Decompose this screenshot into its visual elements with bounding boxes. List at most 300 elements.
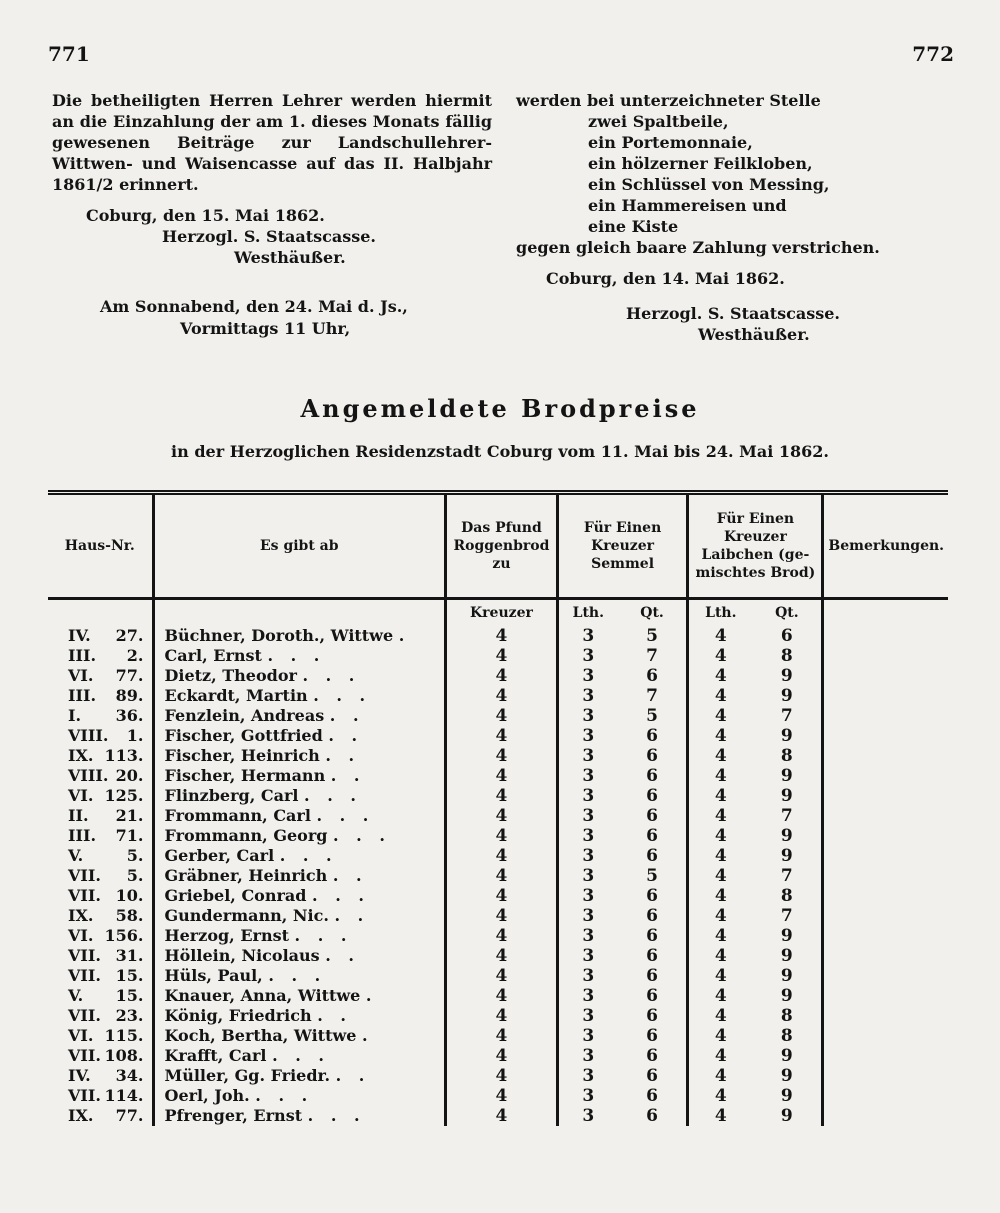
- house-no: 108.: [104, 1046, 144, 1065]
- cell-remarks: [823, 1026, 948, 1046]
- cell-house-number: [48, 926, 153, 946]
- cell-house-number: [48, 786, 153, 806]
- header-rye-line: Das Pfund: [461, 520, 542, 536]
- house-district: V.: [68, 846, 84, 865]
- unit-rye: Kreuzer: [446, 599, 558, 627]
- cell-rye: 4: [446, 966, 558, 986]
- cell-name: [153, 1106, 446, 1126]
- house-no: 77.: [115, 1106, 144, 1125]
- leader-dots: . . .: [267, 646, 326, 665]
- house-no: 58.: [115, 906, 144, 925]
- cell-name: [153, 906, 446, 926]
- cell-remarks: [823, 886, 948, 906]
- notice-item: eine Kiste: [588, 217, 679, 236]
- cell-laib-qt: 8: [752, 1026, 823, 1046]
- cell-laib-lth: 4: [714, 1006, 727, 1026]
- cell-laib-lth: 4: [714, 1026, 727, 1046]
- cell-laib-qt: 9: [752, 766, 823, 786]
- cell-laib-qt: 9: [752, 846, 823, 866]
- cell-rye: 4: [446, 946, 558, 966]
- cell-semmel-lth: 3: [582, 1066, 595, 1086]
- cell-laib-lth: 4: [714, 646, 727, 666]
- leader-dots: . . .: [333, 826, 391, 845]
- cell-laib-lth: 4: [714, 686, 727, 706]
- leader-dots: . . .: [268, 966, 327, 985]
- cell-laib-qt: 9: [752, 1066, 823, 1086]
- cell-laib-lth: 4: [714, 906, 727, 926]
- house-district: IX.: [68, 1106, 94, 1125]
- baker-name: Griebel, Conrad: [164, 886, 307, 905]
- cell-house-number: [48, 846, 153, 866]
- cell-semmel-qt: 6: [618, 766, 688, 786]
- cell-remarks: [823, 926, 948, 946]
- cell-house-number: [48, 1106, 153, 1126]
- house-district: VII.: [68, 1046, 101, 1065]
- house-district: II.: [68, 806, 89, 825]
- cell-name: [153, 826, 446, 846]
- house-district: VI.: [68, 1026, 94, 1045]
- table-row: [48, 706, 948, 726]
- cell-semmel-qt: 5: [618, 866, 688, 886]
- cell-laib-lth: 4: [714, 946, 727, 966]
- house-district: IX.: [68, 906, 94, 925]
- cell-name: [153, 1046, 446, 1066]
- table-row: [48, 866, 948, 886]
- cell-laib-qt: 8: [752, 646, 823, 666]
- header-remarks: Bemerkungen.: [823, 493, 948, 599]
- table-row: [48, 946, 948, 966]
- cell-laib-lth: 4: [714, 766, 727, 786]
- baker-name: Frommann, Carl: [164, 806, 311, 825]
- cell-rye: 4: [446, 726, 558, 746]
- cell-name: [153, 1006, 446, 1026]
- section-subtitle: in der Herzoglichen Residenzstadt Coburg vom 11. Mai bis 24. Mai 1862.: [171, 442, 829, 461]
- cell-name: [153, 866, 446, 886]
- cell-laib-qt: 9: [752, 666, 823, 686]
- header-laib-line: Für Einen: [716, 511, 795, 527]
- baker-name: Fischer, Hermann: [164, 766, 326, 785]
- cell-remarks: [823, 626, 948, 646]
- house-no: 156.: [104, 926, 144, 945]
- house-district: VII.: [68, 1086, 101, 1105]
- notice-item: zwei Spaltbeile,: [588, 112, 729, 131]
- cell-semmel-qt: 6: [618, 986, 688, 1006]
- cell-semmel-lth: 3: [582, 666, 595, 686]
- cell-house-number: [48, 886, 153, 906]
- house-district: VI.: [68, 666, 94, 685]
- leader-dots: . . .: [304, 786, 362, 805]
- cell-laib-lth: 4: [714, 826, 727, 846]
- cell-house-number: [48, 626, 153, 646]
- cell-semmel-qt: 6: [618, 1026, 688, 1046]
- unit-laib-lth: Lth.: [705, 605, 737, 621]
- cell-remarks: [823, 746, 948, 766]
- table-row: [48, 666, 948, 686]
- cell-house-number: [48, 1046, 153, 1066]
- section-title: Angemeldete Brodpreise: [300, 394, 700, 423]
- cell-semmel-lth: 3: [582, 946, 595, 966]
- cell-rye: 4: [446, 686, 558, 706]
- house-district: VII.: [68, 946, 101, 965]
- cell-laib-qt: 9: [752, 1086, 823, 1106]
- baker-name: Müller, Gg. Friedr.: [164, 1066, 331, 1085]
- cell-name: [153, 886, 446, 906]
- house-no: 15.: [115, 966, 144, 985]
- cell-laib-qt: 9: [752, 1106, 823, 1126]
- cell-laib-lth: 4: [714, 926, 727, 946]
- cell-laib-lth: 4: [714, 1106, 727, 1126]
- cell-remarks: [823, 726, 948, 746]
- cell-remarks: [823, 1086, 948, 1106]
- leader-dots: . .: [328, 726, 364, 745]
- house-no: 89.: [115, 686, 144, 705]
- cell-name: [153, 666, 446, 686]
- cell-semmel-qt: 6: [618, 1106, 688, 1126]
- cell-semmel-lth: 3: [582, 826, 595, 846]
- house-district: III.: [68, 826, 97, 845]
- cell-rye: 4: [446, 1086, 558, 1106]
- notice-right-office: Herzogl. S. Staatscasse.: [626, 304, 840, 323]
- baker-name: Eckardt, Martin: [164, 686, 308, 705]
- baker-name: Gerber, Carl: [164, 846, 275, 865]
- house-no: 77.: [115, 666, 144, 685]
- cell-laib-qt: 9: [752, 826, 823, 846]
- cell-rye: 4: [446, 926, 558, 946]
- cell-house-number: [48, 906, 153, 926]
- cell-house-number: [48, 666, 153, 686]
- cell-remarks: [823, 986, 948, 1006]
- cell-laib-lth: 4: [714, 866, 727, 886]
- cell-laib-lth: 4: [714, 706, 727, 726]
- cell-name: [153, 726, 446, 746]
- leader-dots: .: [365, 986, 378, 1005]
- cell-house-number: [48, 646, 153, 666]
- notice-item: ein hölzerner Feilkloben,: [588, 154, 813, 173]
- cell-semmel-qt: 6: [618, 746, 688, 766]
- table-row: [48, 986, 948, 1006]
- leader-dots: .: [398, 626, 411, 645]
- table-row: [48, 746, 948, 766]
- cell-semmel-lth: 3: [582, 646, 595, 666]
- cell-laib-lth: 4: [714, 626, 727, 646]
- table-row: [48, 1026, 948, 1046]
- cell-remarks: [823, 666, 948, 686]
- cell-name: [153, 946, 446, 966]
- leader-dots: . . .: [316, 806, 375, 825]
- page-number-right: 772: [912, 42, 954, 66]
- cell-laib-qt: 7: [752, 806, 823, 826]
- cell-name: [153, 846, 446, 866]
- cell-semmel-qt: 6: [618, 1066, 688, 1086]
- cell-house-number: [48, 726, 153, 746]
- cell-semmel-lth: 3: [582, 886, 595, 906]
- cell-semmel-lth: 3: [582, 986, 595, 1006]
- cell-remarks: [823, 646, 948, 666]
- cell-remarks: [823, 706, 948, 726]
- cell-semmel-qt: 6: [618, 966, 688, 986]
- notice-left-signature: Westhäußer.: [234, 248, 346, 267]
- leader-dots: . .: [329, 706, 365, 725]
- baker-name: Gräbner, Heinrich: [164, 866, 328, 885]
- cell-semmel-qt: 6: [618, 1046, 688, 1066]
- cell-laib-lth: 4: [714, 846, 727, 866]
- cell-name: [153, 626, 446, 646]
- table-row: [48, 686, 948, 706]
- cell-laib-lth: 4: [714, 986, 727, 1006]
- cell-name: [153, 706, 446, 726]
- baker-name: Oerl, Joh.: [164, 1086, 250, 1105]
- baker-name: Frommann, Georg: [164, 826, 328, 845]
- notice-left-date: Coburg, den 15. Mai 1862.: [86, 206, 325, 225]
- cell-remarks: [823, 1106, 948, 1126]
- baker-name: Fenzlein, Andreas: [164, 706, 325, 725]
- table-row: [48, 1046, 948, 1066]
- cell-semmel-qt: 6: [618, 826, 688, 846]
- cell-laib-qt: 9: [752, 786, 823, 806]
- header-name: Es gibt ab: [153, 493, 446, 599]
- leader-dots: . . .: [272, 1046, 330, 1065]
- cell-semmel-lth: 3: [582, 806, 595, 826]
- header-semmel-line: Kreuzer: [591, 538, 655, 554]
- cell-semmel-lth: 3: [582, 1006, 595, 1026]
- house-no: 15.: [115, 986, 144, 1005]
- cell-laib-lth: 4: [714, 1086, 727, 1106]
- cell-rye: 4: [446, 886, 558, 906]
- cell-remarks: [823, 966, 948, 986]
- cell-semmel-lth: 3: [582, 866, 595, 886]
- cell-semmel-lth: 3: [582, 846, 595, 866]
- house-no: 113.: [104, 746, 144, 765]
- cell-name: [153, 686, 446, 706]
- cell-semmel-qt: 6: [618, 846, 688, 866]
- leader-dots: . . .: [307, 1106, 366, 1125]
- cell-remarks: [823, 1046, 948, 1066]
- house-no: 23.: [115, 1006, 144, 1025]
- leader-dots: . .: [325, 946, 360, 965]
- leader-dots: . . .: [279, 846, 338, 865]
- house-no: 5.: [126, 846, 144, 865]
- cell-laib-qt: 9: [752, 986, 823, 1006]
- cell-rye: 4: [446, 666, 558, 686]
- cell-semmel-lth: 3: [582, 1046, 595, 1066]
- cell-house-number: [48, 706, 153, 726]
- cell-laib-qt: 9: [752, 926, 823, 946]
- header-laib-line: mischtes Brod): [695, 565, 816, 581]
- header-laib-line: Kreuzer: [723, 529, 787, 545]
- cell-semmel-lth: 3: [582, 926, 595, 946]
- cell-semmel-qt: 5: [618, 706, 688, 726]
- cell-laib-qt: 7: [752, 906, 823, 926]
- notice-right: [516, 90, 956, 345]
- cell-laib-qt: 8: [752, 1006, 823, 1026]
- cell-semmel-lth: 3: [582, 786, 595, 806]
- baker-name: Büchner, Doroth., Wittwe: [164, 626, 394, 645]
- cell-name: [153, 926, 446, 946]
- bread-price-table: [48, 490, 948, 1126]
- cell-house-number: [48, 686, 153, 706]
- cell-remarks: [823, 1066, 948, 1086]
- cell-semmel-qt: 7: [618, 686, 688, 706]
- cell-house-number: [48, 966, 153, 986]
- table-row: [48, 886, 948, 906]
- baker-name: Krafft, Carl: [164, 1046, 267, 1065]
- house-no: 34.: [115, 1066, 144, 1085]
- table-row: [48, 766, 948, 786]
- table-row: [48, 846, 948, 866]
- house-district: III.: [68, 686, 97, 705]
- table-row: [48, 726, 948, 746]
- cell-house-number: [48, 1026, 153, 1046]
- unit-laib-qt: Qt.: [752, 599, 823, 627]
- cell-semmel-qt: 6: [618, 806, 688, 826]
- header-semmel-line: Semmel: [591, 556, 655, 572]
- baker-name: Flinzberg, Carl: [164, 786, 299, 805]
- house-no: 71.: [115, 826, 144, 845]
- cell-rye: 4: [446, 1006, 558, 1026]
- cell-semmel-lth: 3: [582, 706, 595, 726]
- notice-left-paragraph: Die betheiligten Herren Lehrer werden hiermit an die Einzahlung der am 1. dieses Monats fällig gewesenen Beiträge zur Landschullehrer-Wittwen- und Waisencasse auf das II. Halbjahr 1861/2 erinnert.: [52, 91, 492, 194]
- cell-remarks: [823, 1006, 948, 1026]
- cell-laib-qt: 8: [752, 746, 823, 766]
- leader-dots: . . .: [313, 686, 372, 705]
- cell-laib-qt: 9: [752, 686, 823, 706]
- table-row: [48, 786, 948, 806]
- leader-dots: . .: [335, 1066, 371, 1085]
- cell-semmel-lth: 3: [582, 766, 595, 786]
- house-district: VII.: [68, 866, 101, 885]
- cell-remarks: [823, 826, 948, 846]
- cell-semmel-qt: 6: [618, 926, 688, 946]
- unit-semmel-lth: Lth.: [572, 605, 604, 621]
- cell-rye: 4: [446, 646, 558, 666]
- header-laib-line: Laibchen (ge-: [701, 547, 810, 563]
- notice-left: [52, 90, 492, 268]
- cell-laib-qt: 8: [752, 886, 823, 906]
- leader-dots: . . .: [294, 926, 353, 945]
- house-district: IV.: [68, 1066, 91, 1085]
- cell-semmel-lth: 3: [582, 726, 595, 746]
- cell-remarks: [823, 906, 948, 926]
- cell-rye: 4: [446, 746, 558, 766]
- header-rye-line: Roggenbrod: [453, 538, 550, 554]
- house-no: 31.: [115, 946, 144, 965]
- cell-semmel-lth: 3: [582, 1026, 595, 1046]
- cell-laib-lth: 4: [714, 966, 727, 986]
- cell-house-number: [48, 866, 153, 886]
- baker-name: Fischer, Heinrich: [164, 746, 320, 765]
- cell-remarks: [823, 946, 948, 966]
- table-row: [48, 826, 948, 846]
- cell-rye: 4: [446, 1106, 558, 1126]
- cell-semmel-lth: 3: [582, 686, 595, 706]
- cell-rye: 4: [446, 906, 558, 926]
- cell-laib-lth: 4: [714, 1066, 727, 1086]
- house-no: 114.: [104, 1086, 144, 1105]
- cell-rye: 4: [446, 806, 558, 826]
- cell-laib-lth: 4: [714, 666, 727, 686]
- header-semmel: [557, 493, 688, 599]
- cell-name: [153, 766, 446, 786]
- cell-house-number: [48, 806, 153, 826]
- auction-intro-line2: Vormittags 11 Uhr,: [180, 319, 351, 338]
- cell-house-number: [48, 826, 153, 846]
- house-no: 1.: [126, 726, 144, 745]
- cell-laib-qt: 7: [752, 706, 823, 726]
- table-row: [48, 926, 948, 946]
- cell-semmel-qt: 6: [618, 666, 688, 686]
- leader-dots: . .: [332, 866, 368, 885]
- cell-name: [153, 986, 446, 1006]
- notice-item: ein Hammereisen und: [588, 196, 787, 215]
- house-no: 5.: [126, 866, 144, 885]
- leader-dots: . .: [325, 746, 361, 765]
- cell-house-number: [48, 986, 153, 1006]
- baker-name: Dietz, Theodor: [164, 666, 297, 685]
- baker-name: Höllein, Nicolaus: [164, 946, 320, 965]
- cell-laib-lth: 4: [714, 806, 727, 826]
- baker-name: Knauer, Anna, Wittwe: [164, 986, 361, 1005]
- house-district: VII.: [68, 886, 101, 905]
- cell-laib-qt: 9: [752, 726, 823, 746]
- baker-name: Gundermann, Nic.: [164, 906, 329, 925]
- leader-dots: . . .: [302, 666, 361, 685]
- notice-right-date: Coburg, den 14. Mai 1862.: [546, 269, 785, 288]
- cell-semmel-lth: 3: [582, 1106, 595, 1126]
- house-district: VIII.: [68, 766, 109, 785]
- house-district: III.: [68, 646, 97, 665]
- table-row: [48, 806, 948, 826]
- cell-rye: 4: [446, 706, 558, 726]
- table-row: [48, 906, 948, 926]
- cell-semmel-qt: 6: [618, 906, 688, 926]
- house-district: V.: [68, 986, 84, 1005]
- notice-right-signature: Westhäußer.: [698, 325, 810, 344]
- house-no: 21.: [115, 806, 144, 825]
- table-row: [48, 1066, 948, 1086]
- table-row: [48, 966, 948, 986]
- header-semmel-line: Für Einen: [583, 520, 662, 536]
- header-house-number: Haus-Nr.: [48, 493, 153, 599]
- cell-remarks: [823, 766, 948, 786]
- house-district: VII.: [68, 966, 101, 985]
- cell-rye: 4: [446, 786, 558, 806]
- cell-remarks: [823, 686, 948, 706]
- cell-name: [153, 1026, 446, 1046]
- leader-dots: .: [361, 1026, 374, 1045]
- baker-name: Hüls, Paul,: [164, 966, 263, 985]
- cell-name: [153, 1066, 446, 1086]
- table-row: [48, 1106, 948, 1126]
- notice-item: ein Portemonnaie,: [588, 133, 753, 152]
- house-district: VIII.: [68, 726, 109, 745]
- cell-laib-lth: 4: [714, 886, 727, 906]
- cell-rye: 4: [446, 986, 558, 1006]
- cell-rye: 4: [446, 626, 558, 646]
- cell-semmel-lth: 3: [582, 746, 595, 766]
- leader-dots: . . .: [312, 886, 370, 905]
- baker-name: Koch, Bertha, Wittwe: [164, 1026, 357, 1045]
- auction-intro-line1: Am Sonnabend, den 24. Mai d. Js.,: [100, 297, 408, 316]
- notice-left-office: Herzogl. S. Staatscasse.: [162, 227, 376, 246]
- baker-name: Pfrenger, Ernst: [164, 1106, 303, 1125]
- cell-semmel-qt: 6: [618, 726, 688, 746]
- notice-right-outro: gegen gleich baare Zahlung verstrichen.: [516, 238, 880, 257]
- house-district: IX.: [68, 746, 94, 765]
- table-row: [48, 1086, 948, 1106]
- table-row: [48, 646, 948, 666]
- leader-dots: . . .: [255, 1086, 314, 1105]
- leader-dots: . .: [334, 906, 370, 925]
